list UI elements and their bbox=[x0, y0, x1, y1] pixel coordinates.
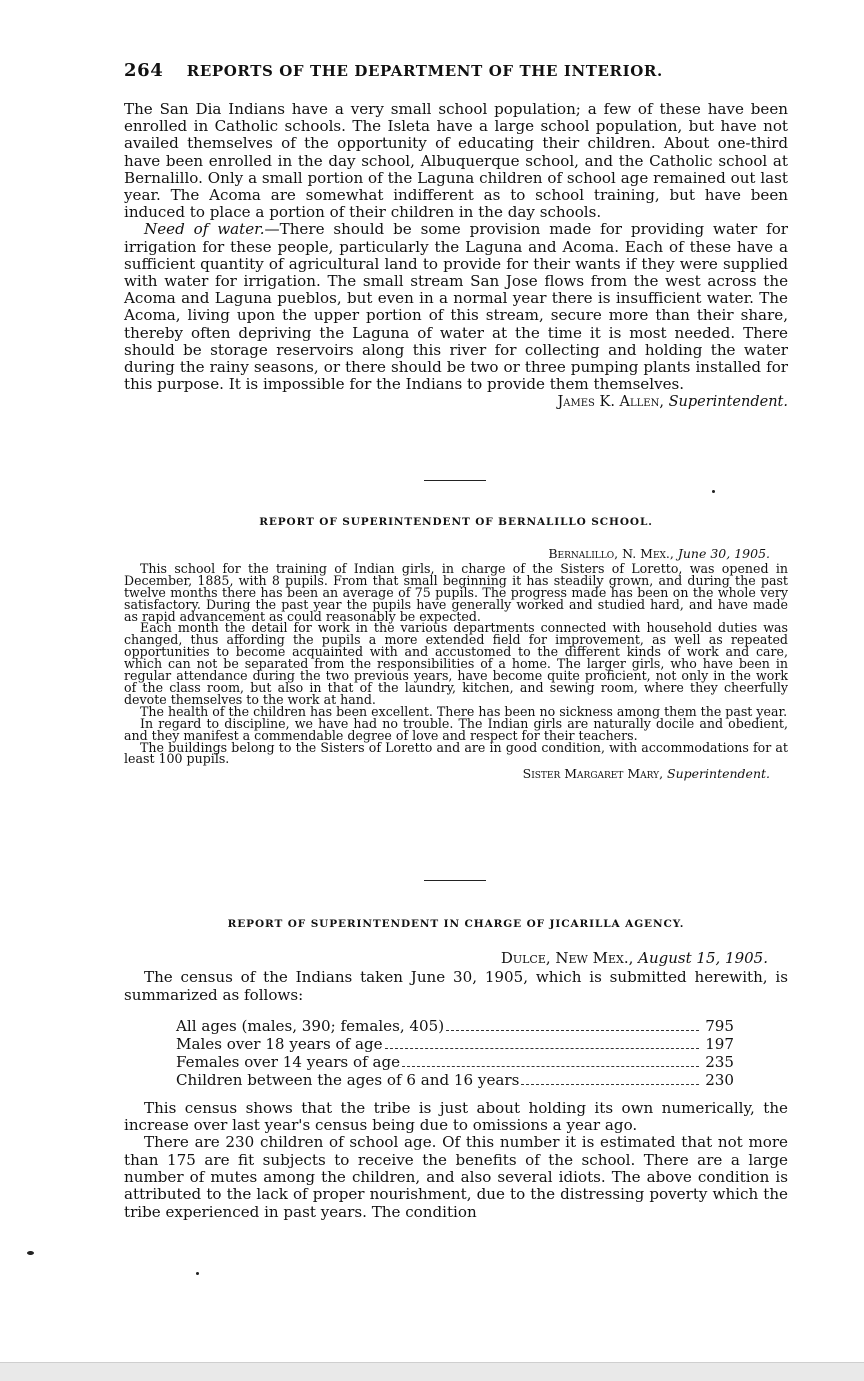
paragraph-census-intro: The census of the Indians taken June 30, 1905, which is submitted herewith, is summarized as follows: bbox=[124, 968, 788, 1004]
census-row bbox=[176, 1072, 734, 1090]
leader-dots bbox=[446, 1030, 699, 1031]
census-row bbox=[176, 1036, 734, 1054]
caption-jicarilla-report: REPORT OF SUPERINTENDENT IN CHARGE OF JICARILLA AGENCY. bbox=[227, 918, 685, 930]
section-bernalillo-report bbox=[124, 548, 788, 780]
paragraph: The buildings belong to the Sisters of Loretto and are in good condition, with accommodations for at least 100 pupils. bbox=[124, 739, 788, 767]
dateline-dulce bbox=[124, 950, 788, 967]
caption-bernalillo-report: REPORT OF SUPERINTENDENT OF BERNALILLO SCHOOL. bbox=[259, 516, 653, 528]
census-label: Children between the ages of 6 and 16 years bbox=[176, 1070, 520, 1089]
signature-name: James K. Allen, bbox=[557, 394, 664, 411]
paragraph: In regard to discipline, we have had no trouble. The Indian girls are naturally docile and obedient, and they manifest a commendable degree of love and respect for their teachers. bbox=[124, 715, 788, 743]
dateline-date: June 30, 1905. bbox=[677, 546, 770, 561]
scan-speck bbox=[27, 1251, 34, 1255]
signature-margaret-mary bbox=[124, 768, 788, 780]
census-label: Females over 14 years of age bbox=[176, 1052, 401, 1071]
paragraph-need-of-water bbox=[124, 221, 788, 393]
census-value: 230 bbox=[705, 1070, 734, 1089]
census-label: Males over 18 years of age bbox=[176, 1034, 383, 1053]
paragraph: This school for the training of Indian girls, in charge of the Sisters of Loretto, was opened in December, 1885, with 8 pupils. From that small beginning it has steadily grown, and during the past twelve months there has been an average of 75 pupils. The progress made has been on the whole very satisfactory. During the past year the pupils have generally worked and studied hard, and have made as rapid advancement as could reasonably be expected. bbox=[124, 560, 788, 624]
signature-allen bbox=[124, 394, 788, 411]
paragraph: Each month the detail for work in the various departments connected with household duties was changed, thus affording the pupils a more extended field for improvement, as well as repeated opportunities to become acquainted with and accustomed to the different kinds of work and care, which can not be separated from the responsibilities of a home. The larger girls, who have been in regular attendance during the two previous years, have become quite proficient, not only in the work of the class room, but also in that of the laundry, kitchen, and sewing room, where they cheerfully devote themselves to the work at hand. bbox=[124, 620, 788, 707]
section-pueblo-report bbox=[124, 101, 788, 412]
scan-bottom-edge bbox=[0, 1362, 864, 1381]
paragraph-school-age: There are 230 children of school age. Of this number it is estimated that not more than 175 are fit subjects to receive the benefits of the school. There are a large number of mutes among the children, and also several idiots. The above condition is attributed to the lack of proper nourishment, due to the distressing poverty which the tribe experienced in past years. The condition bbox=[124, 1133, 788, 1221]
census-value: 795 bbox=[705, 1016, 734, 1035]
signature-title: Superintendent. bbox=[667, 766, 770, 782]
paragraph-heading: Need of water. bbox=[144, 220, 265, 239]
census-row bbox=[176, 1054, 734, 1072]
leader-dots bbox=[385, 1048, 700, 1049]
header-title: REPORTS OF THE DEPARTMENT OF THE INTERIOR. bbox=[186, 62, 663, 80]
page-number: 264 bbox=[124, 60, 164, 81]
scan-speck bbox=[712, 490, 715, 493]
census-value: 197 bbox=[705, 1034, 734, 1053]
leader-dots bbox=[521, 1084, 699, 1085]
census-table bbox=[176, 1018, 734, 1090]
running-header bbox=[124, 60, 764, 81]
paragraph-school-population: The San Dia Indians have a very small school population; a few of these have been enrolled in Catholic schools. The Isleta have a large school population, but have not availed themselves of the opportunity of educating their children. About one-third have been enrolled in the day school, Albuquerque school, and the Catholic school at Bernalillo. Only a small portion of the Laguna children of school age remained out last year. The Acoma are somewhat indifferent as to school training, but have been induced to place a portion of their children in the day schools. bbox=[124, 100, 788, 222]
paragraph-census-note: This census shows that the tribe is just about holding its own numerically, the increase over last year's census being due to omissions a year ago. bbox=[124, 1098, 788, 1135]
dateline-place: Dulce, New Mex., bbox=[500, 949, 634, 967]
census-value: 235 bbox=[705, 1052, 734, 1071]
census-label: All ages (males, 390; females, 405) bbox=[176, 1016, 445, 1035]
dateline-date: August 15, 1905. bbox=[638, 949, 768, 967]
divider-rule bbox=[424, 480, 486, 481]
census-row bbox=[176, 1018, 734, 1036]
divider-rule bbox=[424, 880, 486, 881]
paragraph: The health of the children has been excellent. There has been no sickness among them the past year. bbox=[140, 703, 788, 719]
dateline-place: Bernalillo, N. Mex., bbox=[548, 546, 674, 561]
leader-dots bbox=[402, 1066, 699, 1067]
section-jicarilla-report bbox=[124, 950, 788, 1221]
paragraph-body: —There should be some provision made for providing water for irrigation for these people, particularly the Laguna and Acoma. Each of these have a sufficient quantity of agricultural land to provide for their wants if they were supplied with water for irrigation. The small stream San Jose flows from the west across the Acoma and Laguna pueblos, but even in a normal year there is insufficient water. The Acoma, living upon the upper portion of this stream, secure more than their share, thereby often depriving the Laguna of water at the time it is most needed. There should be storage reservoirs along this river for collecting and holding the water during the rainy seasons, or there should be two or three pumping plants installed for this purpose. It is impossible for the Indians to provide them themselves. bbox=[124, 220, 788, 394]
signature-title: Superintendent. bbox=[668, 394, 788, 411]
scan-speck bbox=[196, 1272, 199, 1275]
signature-name: Sister Margaret Mary, bbox=[522, 766, 664, 782]
dateline-bernalillo bbox=[124, 548, 788, 560]
